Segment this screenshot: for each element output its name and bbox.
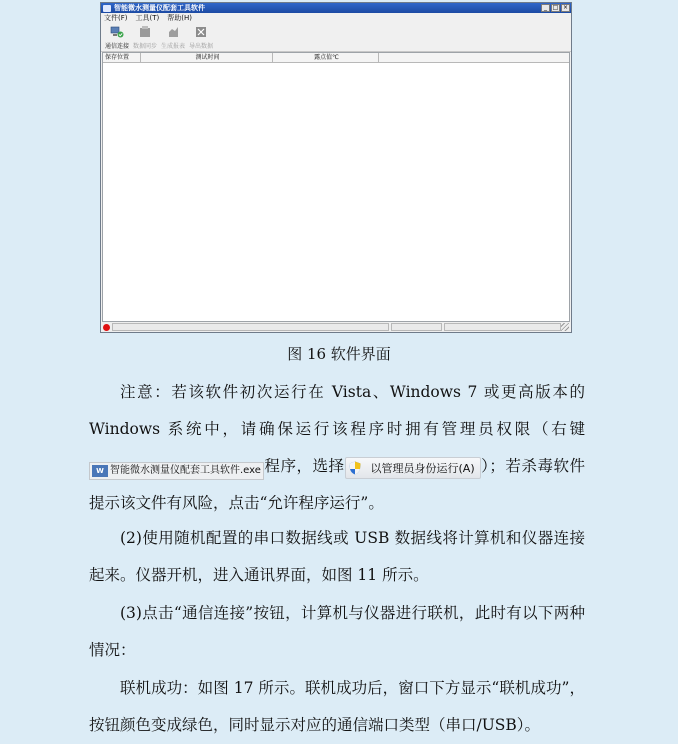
- app-icon: [103, 5, 111, 12]
- exe-file-chip: [89, 462, 264, 480]
- exe-file-icon: W: [92, 465, 108, 477]
- data-table[interactable]: [102, 52, 570, 322]
- window-titlebar: [101, 3, 571, 13]
- figure-caption: 图 16 软件界面: [287, 345, 391, 363]
- report-icon: [166, 25, 180, 39]
- status-bar: [102, 322, 570, 332]
- close-button[interactable]: ×: [562, 4, 569, 11]
- note-text-a: 注意：若该软件初次运行在 Vista、Windows 7 或更高版本的 Windows 系统中，请确保运行该程序时拥有管理员权限（右键: [89, 383, 585, 438]
- column-header-time[interactable]: 测试时间: [141, 53, 273, 62]
- status-panel-1: [112, 323, 389, 331]
- minimize-button[interactable]: _: [541, 4, 550, 12]
- connect-icon: [110, 25, 124, 39]
- toolbar: [101, 23, 571, 52]
- software-window: [100, 2, 572, 333]
- menu-file[interactable]: 文件(F): [104, 14, 128, 22]
- export-icon: [194, 25, 208, 39]
- database-sync-icon: [138, 25, 152, 39]
- window-controls: [541, 4, 570, 12]
- export-label: 导出数据: [188, 43, 213, 50]
- data-sync-label: 数据同步: [132, 43, 157, 50]
- resize-grip-icon[interactable]: [561, 323, 569, 331]
- note-text-c: ）；若杀毒软件提示该文件有风险，点击“允许程序运行”。: [89, 457, 585, 512]
- table-header: [103, 53, 569, 63]
- step-3-paragraph: (3)点击“通信连接”按钮，计算机与仪器进行联机，此时有以下两种情况：: [89, 604, 585, 659]
- data-sync-button[interactable]: [131, 23, 159, 51]
- note-paragraph: [89, 374, 585, 522]
- note-text-b: 程序，选择: [263, 457, 345, 475]
- menu-bar: [101, 13, 571, 23]
- step-2-paragraph: (2)使用随机配置的串口数据线或 USB 数据线将计算机和仪器连接起来。仪器开机，进入通讯界面，如图 11 所示。: [89, 529, 585, 584]
- run-as-admin-menu-item: [345, 457, 481, 479]
- maximize-button[interactable]: □: [552, 4, 559, 11]
- connect-button[interactable]: [103, 23, 131, 51]
- column-header-location[interactable]: 保存位置: [103, 53, 141, 62]
- connection-status-indicator: [103, 324, 110, 331]
- menu-tools[interactable]: 工具(T): [135, 14, 160, 22]
- run-as-admin-label: 以管理员身份运行(A): [370, 461, 475, 475]
- export-button[interactable]: [187, 23, 215, 51]
- column-header-dewpoint[interactable]: 露点值℃: [273, 53, 379, 62]
- window-title: 智能微水测量仪配套工具软件: [114, 4, 205, 12]
- connect-success-paragraph: 联机成功：如图 17 所示。联机成功后，窗口下方显示“联机成功”，按钮颜色变成绿色，同时显示对应的通信端口类型（串口/USB）。: [89, 679, 585, 734]
- report-button[interactable]: [159, 23, 187, 51]
- exe-file-name: 智能微水测量仪配套工具软件.exe: [110, 465, 261, 476]
- status-panel-2: [391, 323, 442, 331]
- connect-label: 通信连接: [104, 43, 129, 50]
- status-panel-3: [444, 323, 561, 331]
- uac-shield-icon: [349, 461, 361, 475]
- report-label: 生成报表: [160, 43, 185, 50]
- menu-help[interactable]: 帮助(H): [167, 14, 192, 22]
